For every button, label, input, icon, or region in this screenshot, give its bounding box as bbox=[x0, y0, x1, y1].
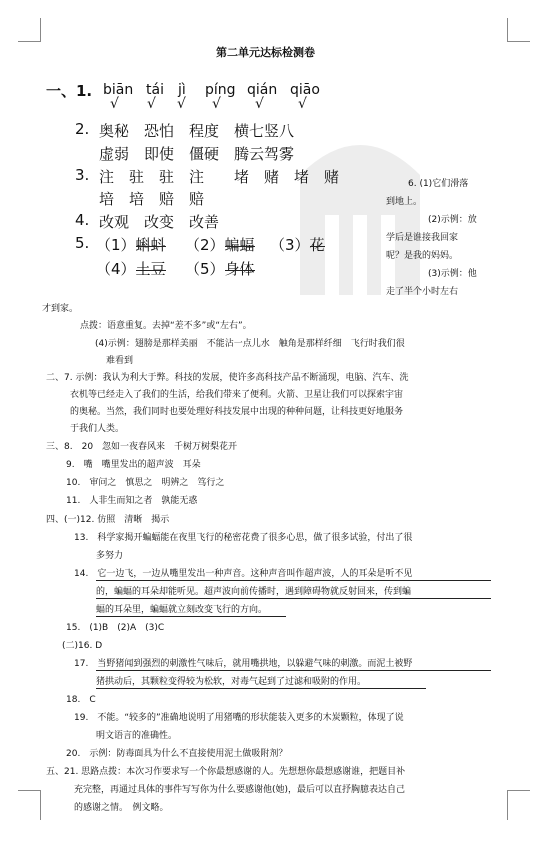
check-mark-1: √ bbox=[110, 96, 119, 112]
crop-mark-br-h bbox=[508, 790, 530, 791]
tip-line2: (4)示例：翅膀是那样美丽 不能沾一点儿水 触角是那样纤细 飞行时我们很 bbox=[95, 339, 405, 349]
s4-q16: (二)16. D bbox=[62, 641, 103, 651]
s5-line1: 五、21. 思路点拨：本次习作要求写一个你最想感谢的人。先想想你最想感谢谁，把题目补 bbox=[46, 767, 406, 777]
check-mark-6: √ bbox=[298, 96, 307, 112]
q5-item-3-word: 花 bbox=[309, 236, 325, 254]
q5-item-4-num: （4） bbox=[96, 260, 136, 278]
q17-underline-2 bbox=[96, 688, 426, 689]
s3-q8: 三、8. 20 忽如一夜春风来 千树万树梨花开 bbox=[46, 442, 238, 452]
watermark-building-icon bbox=[270, 105, 450, 305]
q6-line8: 才到家。 bbox=[42, 304, 79, 314]
q3-line1: 注 驻 驻 注 堵 赌 堵 赌 bbox=[99, 168, 340, 186]
q5-item-5 bbox=[185, 258, 255, 279]
s4-q17-line1: 17. 当野猪闻到强烈的刺激性气味后，就用嘴拱地，以躲避气味的刺激。而泥土被野 bbox=[74, 659, 413, 669]
q5-item-3 bbox=[270, 234, 325, 255]
q5-item-1-word: 蝌蚪 bbox=[135, 236, 166, 254]
check-mark-2: √ bbox=[147, 96, 156, 112]
crop-mark-bl-v bbox=[40, 790, 41, 820]
q1-label: 一、1. bbox=[46, 82, 93, 100]
s4-q17-line2: 猪拱动后，其颗粒变得较为松软，对毒气起到了过滤和吸附的作用。 bbox=[96, 677, 367, 687]
s4-q12: 四、(一)12. 仿照 清晰 揭示 bbox=[46, 515, 170, 525]
q2-line1: 奥秘 恐怕 程度 横七竖八 bbox=[99, 122, 295, 140]
s4-q14-line1: 14. 它一边飞，一边从嘴里发出一种声音。这种声音叫作超声波，人的耳朵是听不见 bbox=[74, 569, 413, 579]
q5-item-2-num: （2） bbox=[185, 236, 225, 254]
s4-q14-line2: 的，蝙蝠的耳朵却能听见。超声波向前传播时，遇到障碍物就反射回来，传到蝙 bbox=[96, 587, 412, 597]
q5-item-2-word: 蝙蝠 bbox=[224, 236, 255, 254]
q3-label: 3. bbox=[75, 166, 90, 184]
q2-line2: 虚弱 即使 僵硬 腾云驾雾 bbox=[99, 145, 295, 163]
pinyin-4: píng bbox=[205, 82, 236, 98]
check-mark-3: √ bbox=[177, 96, 186, 112]
s4-q19-line2: 明文语言的准确性。 bbox=[96, 731, 178, 741]
crop-mark-br-v bbox=[507, 790, 508, 820]
s4-q18: 18. C bbox=[66, 695, 96, 705]
pinyin-6: qiāo bbox=[290, 82, 320, 98]
q6-line1: 6. (1)它们滑落 bbox=[408, 179, 469, 189]
page-title: 第二单元达标检测卷 bbox=[216, 46, 315, 59]
s2-line4: 于我们人类。 bbox=[70, 424, 125, 434]
q4-label: 4. bbox=[75, 211, 90, 229]
q5-item-4 bbox=[96, 258, 166, 279]
q6-line3: (2)示例：放 bbox=[428, 215, 477, 225]
crop-mark-tl-h bbox=[18, 41, 40, 42]
q5-item-5-num: （5） bbox=[185, 260, 225, 278]
q5-item-1 bbox=[96, 234, 166, 255]
crop-mark-bl-h bbox=[18, 790, 40, 791]
s4-q20: 20. 示例：防毒面具为什么不直接使用泥土做吸附剂？ bbox=[66, 749, 288, 759]
check-mark-5: √ bbox=[255, 96, 264, 112]
crop-mark-tl-v bbox=[40, 18, 41, 42]
q17-underline-1 bbox=[96, 670, 491, 671]
tip-line3: 难看到 bbox=[106, 356, 134, 366]
s3-q10: 10. 审问之 慎思之 明辨之 笃行之 bbox=[66, 478, 225, 488]
q14-underline-1 bbox=[96, 580, 491, 581]
q2-label: 2. bbox=[75, 120, 90, 138]
s5-line2: 充完整，再通过具体的事件写写你为什么要感谢他(她)，最后可以直抒胸臆表达自己 bbox=[74, 785, 406, 795]
crop-mark-tr-h bbox=[508, 41, 530, 42]
q14-underline-2 bbox=[96, 598, 491, 599]
s2-line3: 的奥秘。当然，我们同时也要处理好科技发展中出现的种种问题，让科技更好地服务 bbox=[70, 407, 404, 417]
s3-q11: 11. 人非生而知之者 孰能无惑 bbox=[66, 496, 198, 506]
q6-line5: 呢？是我的妈妈。 bbox=[386, 251, 459, 261]
s3-q9: 9. 嘴 嘴里发出的超声波 耳朵 bbox=[66, 460, 201, 470]
s4-q13-line1: 13. 科学家揭开蝙蝠能在夜里飞行的秘密花费了很多心思，做了很多试验，付出了很 bbox=[74, 533, 413, 543]
q5-item-1-num: （1） bbox=[96, 236, 136, 254]
pinyin-3: jì bbox=[178, 82, 186, 98]
q4-line: 改观 改变 改善 bbox=[99, 213, 220, 231]
pinyin-2: tái bbox=[146, 82, 164, 98]
s4-q19-line1: 19. 不能。“较多的”准确地说明了用猪嘴的形状能装入更多的木炭颗粒，体现了说 bbox=[74, 713, 404, 723]
pinyin-5: qián bbox=[247, 82, 278, 98]
q6-line7: 走了半个小时左右 bbox=[386, 287, 459, 297]
q3-line2: 培 培 赔 赔 bbox=[99, 190, 205, 208]
q14-underline-3 bbox=[96, 616, 286, 617]
q5-item-4-word: 土豆 bbox=[135, 260, 166, 278]
s2-line2: 衣机等已经走入了我们的生活，给我们带来了便利。火箭、卫星让我们可以探索宇宙 bbox=[70, 390, 404, 400]
pinyin-1: biān bbox=[103, 82, 134, 98]
q6-line2: 到地上。 bbox=[386, 197, 423, 207]
q5-label: 5. bbox=[75, 234, 90, 252]
tip-line1: 点拨：语意重复。去掉“差不多”或“左右”。 bbox=[80, 321, 252, 331]
s2-line1: 二、7. 示例：我认为利大于弊。科技的发展，使许多高科技产品不断涌现，电脑、汽车、洗 bbox=[46, 373, 409, 383]
check-mark-4: √ bbox=[212, 96, 221, 112]
q5-item-3-num: （3） bbox=[270, 236, 310, 254]
q6-line4: 学后是谁接我回家 bbox=[386, 233, 459, 243]
q6-line6: (3)示例：他 bbox=[428, 269, 477, 279]
s5-line3: 的感谢之情。 例文略。 bbox=[74, 803, 169, 813]
s4-q13-line2: 多努力 bbox=[96, 551, 124, 561]
q5-item-2 bbox=[185, 234, 255, 255]
crop-mark-tr-v bbox=[507, 18, 508, 42]
q5-item-5-word: 身体 bbox=[224, 260, 255, 278]
s4-q14-line3: 蝠的耳朵里，蝙蝠就立刻改变飞行的方向。 bbox=[96, 605, 268, 615]
s4-q15: 15. (1)B (2)A (3)C bbox=[66, 623, 165, 633]
